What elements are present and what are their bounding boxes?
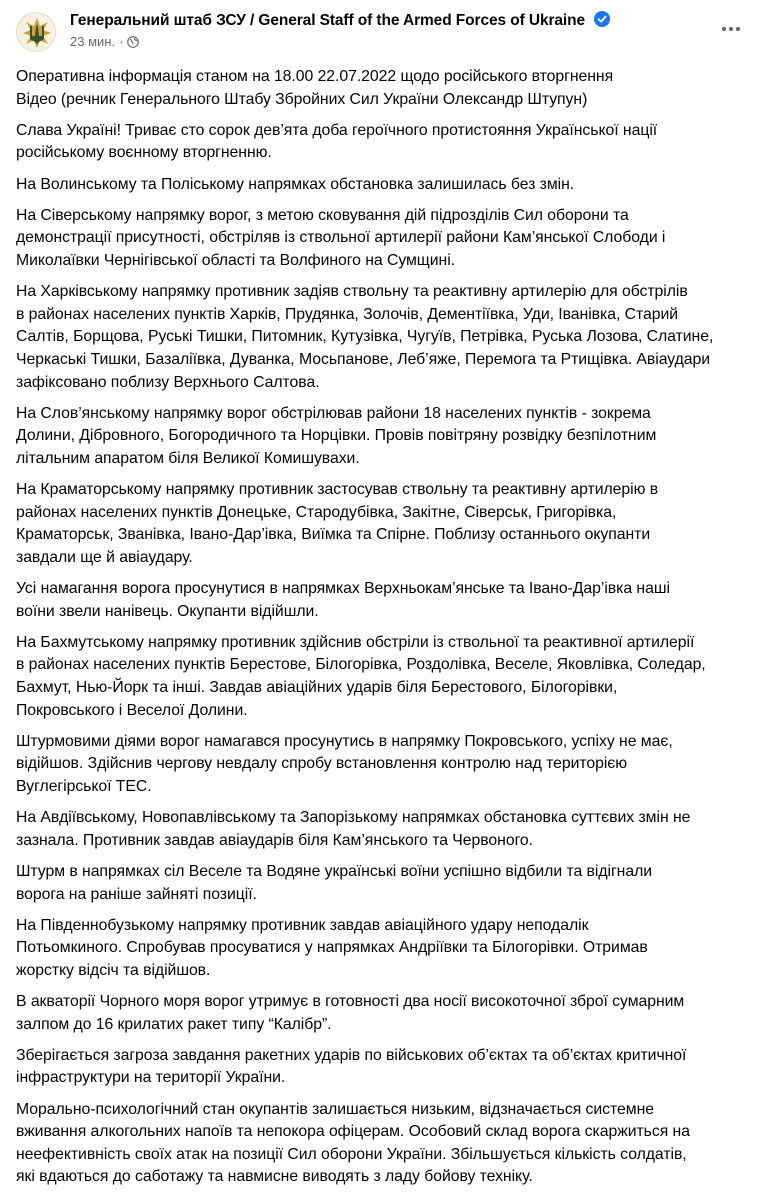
post-text-line: Салтів, Борщова, Руські Тишки, Питомник, Кутузівка, Чугуїв, Петрівка, Руська Лозова, Слатине, [16, 328, 714, 346]
meta-separator: · [119, 34, 124, 49]
post-text-line: Покровського і Веселої Долини. [16, 701, 248, 719]
post-paragraph [16, 479, 749, 569]
post-text-line: На Харківському напрямку противник задіяв ствольну та реактивну артилерію для обстрілів [16, 283, 688, 301]
post-text-line: літальним апаратом біля Великої Комишувахи. [16, 449, 360, 467]
post-paragraph [16, 281, 749, 394]
post-text-line: Долини, Дібровного, Богородичного та Норцівки. Провів повітряну розвідку безпілотним [16, 427, 657, 445]
post-paragraph [16, 807, 749, 852]
post-paragraph [16, 205, 749, 273]
post-text-line: На Авдіївському, Новопавлівському та Запорізькому напрямках обстановка суттєвих змін не [16, 809, 691, 827]
author-name[interactable] [70, 11, 610, 32]
post-text-line: На Волинському та Поліському напрямках обстановка залишилась без змін. [16, 175, 575, 193]
post-text-line: ворога на раніше зайняті позиції. [16, 885, 257, 903]
post-text-line: Вуглегірської ТЕС. [16, 777, 152, 795]
post-paragraph [16, 578, 749, 623]
post-text-line: зафіксовано поблизу Верхнього Салтова. [16, 373, 320, 391]
post-paragraph [16, 403, 749, 471]
post-text-line: зазнала. Противник завдав авіаударів біля Кам’янського та Червоного. [16, 831, 534, 849]
post-paragraph [16, 915, 749, 983]
post-text-line: в районах населених пунктів Берестове, Білогорівка, Роздолівка, Веселе, Яковлівка, Соледар, [16, 656, 706, 674]
post-text-line: Потьомкиного. Спробував просуватися у напрямках Андріївки та Білогорівки. Отримав [16, 939, 648, 957]
post-paragraph [16, 632, 749, 722]
globe-icon[interactable] [127, 36, 139, 51]
post-text-line: Оперативна інформація станом на 18.00 22.07.2022 щодо російського вторгнення [16, 68, 614, 85]
post-text-line: які вдаються до саботажу та навмисне виводять з ладу бойову техніку. [16, 1168, 533, 1186]
post-text-line: Морально-психологічний стан окупантів залишається низьким, відзначається системне [16, 1100, 654, 1118]
post-paragraph [16, 731, 749, 799]
post-text-line: На Краматорському напрямку противник застосував ствольну та реактивну артилерію в [16, 481, 659, 499]
post-text-line: Слава Україні! Триває сто сорок дев’ята доба героїчного протистояння Української нації [16, 121, 658, 139]
post-text-line: неефективність своїх атак на позиції Сил оборони України. Збільшується кількість солдатів, [16, 1145, 687, 1163]
post-text-line: Миколаївки Чернігівської області та Волфиного на Сумщині. [16, 251, 456, 269]
trident-emblem-icon [17, 13, 56, 52]
post-text-line: Штурм в напрямках сіл Веселе та Водяне українські воїни успішно відбили та відігнали [16, 862, 653, 880]
post-text-line: вживання алкогольних напоїв та непокора офіцерам. Особовий склад ворога скаржиться на [16, 1123, 690, 1141]
post-paragraph [16, 120, 749, 165]
post-paragraph [16, 861, 749, 906]
post-header [16, 10, 749, 58]
post-text-line: районах населених пунктів Донецьке, Стародубівка, Закітне, Сіверськ, Григорівка, [16, 503, 617, 521]
post-text-line: На Сіверському напрямку ворог, з метою сковування дій підрозділів Сил оборони та [16, 206, 629, 224]
post-time[interactable]: 23 мин. [70, 34, 116, 49]
post-text-line: інфраструктури на території України. [16, 1069, 286, 1087]
post-meta [70, 34, 139, 51]
author-name-text[interactable]: Генеральний штаб ЗСУ / General Staff of the Armed Forces of Ukraine [70, 12, 586, 29]
post-paragraph [16, 174, 749, 197]
post-text-line: Штурмовими діями ворог намагався просунутись в напрямку Покровського, успіху не має, [16, 732, 673, 750]
post-text-line: демонстрації присутності, обстріляв із ствольної артилерії райони Кам’янської Слободи і [16, 229, 666, 247]
post-text-line: Краматорськ, Званівка, Івано-Дар’івка, Виїмка та Спірне. Поблизу останнього окупанти [16, 526, 651, 544]
post-paragraph [16, 66, 749, 111]
post-text [16, 66, 749, 1198]
post-text-line: На Південнобузькому напрямку противник завдав авіаційного удару неподалік [16, 916, 589, 934]
page-avatar[interactable] [16, 12, 56, 52]
post-text-line: російському воєнному вторгненню. [16, 144, 272, 162]
post-text-line: завдали ще й авіаудару. [16, 548, 193, 566]
post-text-line: В акваторії Чорного моря ворог утримує в готовності два носії високоточної зброї сумарним [16, 993, 685, 1011]
post-paragraph [16, 1045, 749, 1090]
post-paragraph [16, 991, 749, 1036]
post-paragraph [16, 1099, 749, 1189]
post-text-line: залпом до 16 крилатих ракет типу “Калібр”. [16, 1015, 332, 1033]
post-text-line: воїни звели нанівець. Окупанти відійшли. [16, 602, 319, 620]
verified-badge-icon [594, 11, 610, 32]
post-text-line: Відео (речник Генерального Штабу Збройних Сил України Олександр Штупун) [16, 90, 588, 108]
post-text-line: в районах населених пунктів Харків, Прудянка, Золочів, Дементіївка, Уди, Іванівка, Старий [16, 305, 679, 323]
post-text-line: На Бахмутському напрямку противник здійснив обстріли із ствольної та реактивної артилерії [16, 633, 695, 651]
post-text-line: Усі намагання ворога просунутися в напрямках Верхньокам’янське та Івано-Дар’івка наші [16, 580, 670, 598]
post-text-line: жорстку відсіч та відійшов. [16, 961, 211, 979]
more-options-icon[interactable] [717, 18, 745, 40]
post-text-line: відійшов. Здійснив чергову невдалу спробу встановлення контролю над територією [16, 755, 628, 773]
post-text-line: Черкаські Тишки, Базаліївка, Дуванка, Мосьпанове, Леб’яже, Перемога та Ртищівка. Авіаудари [16, 350, 710, 368]
post-text-line: На Слов’янському напрямку ворог обстрілював райони 18 населених пунктів - зокрема [16, 404, 651, 422]
post-text-line: Бахмут, Нью-Йорк та інші. Завдав авіаційних ударів біля Берестового, Білогорівки, [16, 679, 618, 696]
post-text-line: Зберігається загроза завдання ракетних ударів по військових об’єктах та об’єктах критичної [16, 1046, 687, 1064]
